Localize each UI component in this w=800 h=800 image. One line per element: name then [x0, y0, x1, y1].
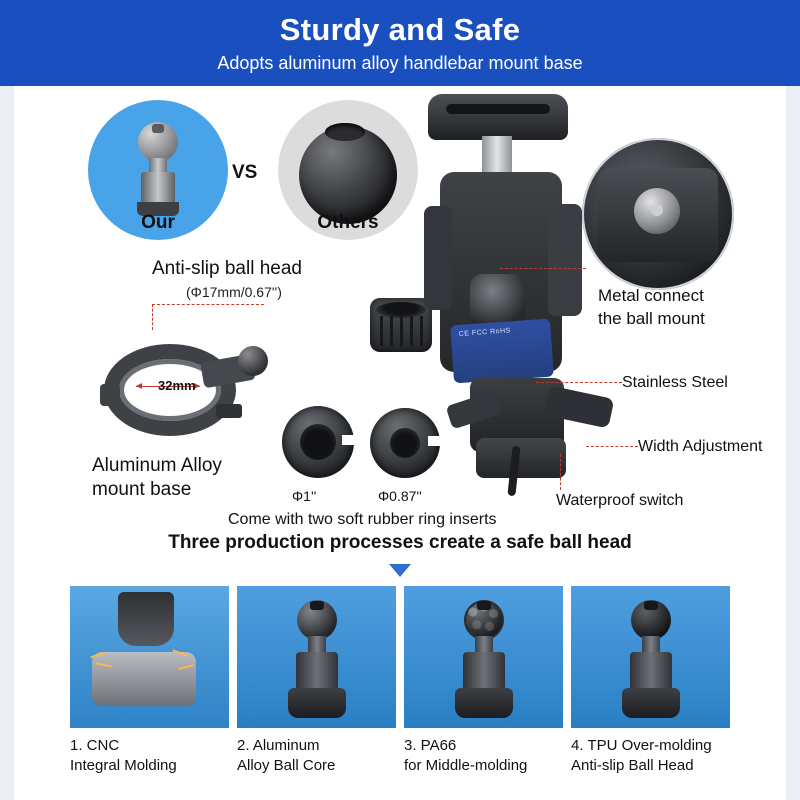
our-ball-head-photo [88, 100, 228, 240]
insert-size-1-label: Φ1'' [292, 488, 317, 504]
alloy-ball-core-icon [288, 600, 346, 718]
page-title: Sturdy and Safe [279, 12, 521, 47]
caption-4-line1: 4. TPU Over-molding [571, 737, 712, 754]
stainless-steel-label: Stainless Steel [622, 374, 728, 391]
caption-4-line2: Anti-slip Ball Head [571, 757, 694, 774]
our-ball-head-icon [135, 122, 181, 222]
process-panel-4 [571, 586, 730, 728]
mount-base-label-line2: mount base [92, 479, 192, 500]
metal-connect-label [598, 284, 705, 330]
stainless-steel-leader [536, 382, 622, 383]
header-banner [0, 0, 800, 86]
caption-2-line1: 2. Aluminum [237, 737, 320, 754]
metal-connect-line1: Metal connect [598, 286, 704, 305]
process-caption-4 [571, 734, 730, 796]
process-panel-1 [70, 586, 229, 728]
metal-connect-line2: the ball mount [598, 309, 705, 328]
left-edge-strip [0, 86, 14, 800]
waterproof-switch-label: Waterproof switch [556, 492, 684, 509]
our-label: Our [141, 212, 175, 233]
content-area [0, 86, 800, 800]
caption-1-line1: 1. CNC [70, 737, 120, 754]
process-panel-2 [237, 586, 396, 728]
sparks-icon [86, 644, 206, 684]
page-subtitle: Adopts aluminum alloy handlebar mount base [217, 53, 583, 73]
others-label: Others [317, 212, 379, 233]
process-caption-3 [404, 734, 563, 796]
vs-label: VS [232, 162, 258, 183]
anti-slip-leader-drop [152, 304, 153, 330]
clamp-dimension-label: 32mm [158, 378, 196, 393]
process-panel-3 [404, 586, 563, 728]
process-section-title: Three production processes create a safe ball head [168, 532, 632, 553]
metal-connect-leader [500, 268, 586, 269]
width-adjustment-label: Width Adjustment [638, 438, 763, 455]
width-adjustment-leader [586, 446, 638, 447]
tpu-ball-icon [622, 600, 680, 718]
anti-slip-leader-line [152, 304, 264, 305]
caption-3-line1: 3. PA66 [404, 737, 457, 754]
pa66-ball-icon [455, 600, 513, 718]
others-ball-icon [299, 126, 397, 224]
caption-1-line2: Integral Molding [70, 757, 177, 774]
mount-base-label-line1: Aluminum Alloy [92, 455, 222, 476]
others-ball-head-photo [278, 100, 418, 240]
process-captions [70, 734, 730, 796]
caption-3-line2: for Middle-molding [404, 757, 528, 774]
waterproof-switch-leader [560, 454, 561, 490]
mount-base-label [92, 454, 222, 502]
inserts-note-label: Come with two soft rubber ring inserts [228, 511, 497, 528]
down-arrow-icon [389, 564, 411, 577]
rubber-insert-large [282, 406, 354, 478]
process-caption-1 [70, 734, 229, 796]
certification-text: CE FCC RoHS [458, 327, 512, 338]
process-caption-2 [237, 734, 396, 796]
detail-circle-border [582, 138, 734, 290]
insert-size-2-label: Φ0.87'' [378, 488, 422, 504]
caption-2-line2: Alloy Ball Core [237, 757, 336, 774]
process-panels [70, 586, 730, 728]
anti-slip-spec: (Φ17mm/0.67'') [186, 284, 282, 300]
anti-slip-label: Anti-slip ball head [152, 258, 302, 279]
right-edge-strip [786, 86, 800, 800]
